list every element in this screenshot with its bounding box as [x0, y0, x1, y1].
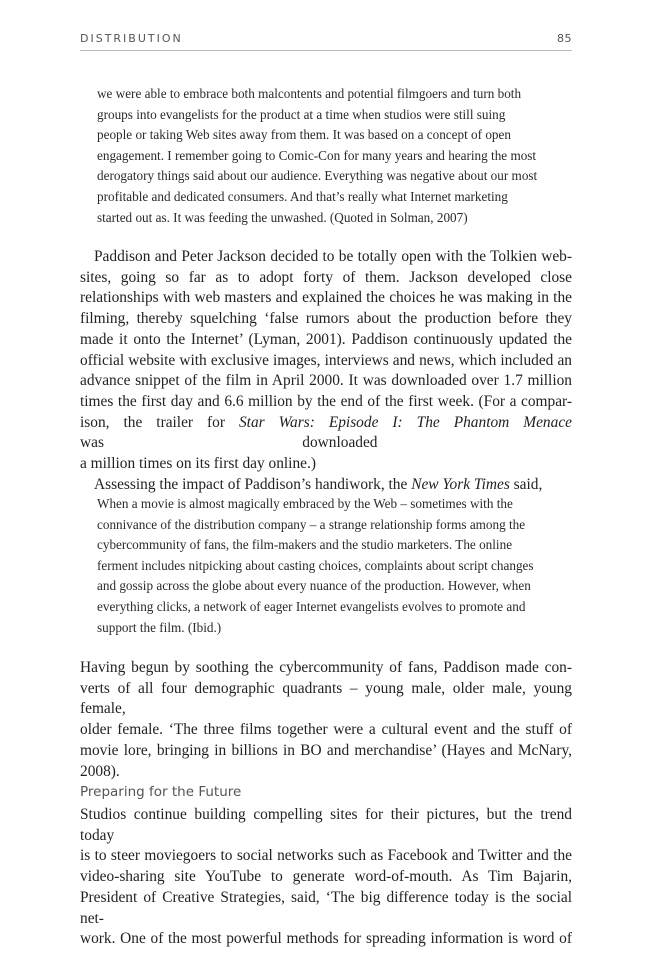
paragraph-line: times the first day and 6.6 million by the end of the first week. (For a compar- — [80, 392, 572, 410]
quote-line: we were able to embrace both malcontents and potential filmgoers and turn both — [97, 86, 522, 101]
quote-line: ferment includes nitpicking about casting choices, complaints about script changes — [97, 557, 534, 573]
paragraph-social-networks — [80, 805, 572, 950]
paragraph-line: sites, going so far as to adopt forty of them. Jackson developed close — [80, 268, 572, 286]
paragraph-text: was downloaded — [80, 434, 378, 452]
paragraph-line: Paddison and Peter Jackson decided to be totally open with the Tolkien web- — [94, 248, 572, 265]
section-heading: Preparing for the Future — [80, 784, 242, 800]
block-quote-nyt — [97, 494, 557, 638]
quote-line: people or taking Web sites away from them. It was based on a concept of open — [97, 127, 511, 143]
film-title-italic: Star Wars: Episode I: The Phantom Menace — [238, 413, 572, 431]
paragraph-line: verts of all four demographic quadrants – young male, older male, young female, — [80, 679, 572, 718]
quote-line: profitable and dedicated consumers. And that’s really what Internet marketing — [97, 188, 508, 204]
paragraph-line: Studios continue building compelling sites for their pictures, but the trend today — [80, 806, 572, 844]
paragraph-line — [80, 475, 572, 496]
paragraph-text: Assessing the impact of Paddison’s handiwork, the — [94, 475, 412, 493]
quote-line: cybercommunity of fans, the film-makers and the studio marketers. The online — [97, 537, 513, 553]
quote-line: support the film. (Ibid.) — [97, 619, 222, 635]
paragraph-line: 2008). — [80, 762, 120, 780]
paragraph-tolkien-websites — [80, 247, 572, 495]
paragraph-text: ison, the trailer for — [80, 413, 239, 431]
quote-line: engagement. I remember going to Comic-Con for many years and hearing the most — [97, 147, 537, 163]
running-header — [80, 30, 572, 51]
quote-line: connivance of the distribution company – a strange relationship forms among the — [97, 516, 526, 532]
paragraph-line: President of Creative Strategies, said, ‘The big difference today is the social net- — [80, 888, 572, 927]
quote-line: and gossip across the globe about every nuance of the production. However, when — [97, 578, 531, 594]
paragraph-line: made it onto the Internet’ (Lyman, 2001). Paddison continuously updated the — [80, 330, 572, 348]
paragraph-text: said, — [509, 475, 543, 493]
paragraph-line: is to steer moviegoers to social networks such as Facebook and Twitter and the — [80, 847, 572, 865]
paragraph-line: video-sharing site YouTube to generate word-of-mouth. As Tim Bajarin, — [80, 868, 572, 886]
paragraph-line: advance snippet of the film in April 2000. It was downloaded over 1.7 million — [80, 372, 572, 390]
block-quote-solman — [97, 84, 557, 228]
paragraph-line: Having begun by soothing the cybercommunity of fans, Paddison made con- — [80, 659, 572, 676]
paragraph-demographic-quadrants — [80, 658, 572, 782]
paragraph-line — [80, 413, 572, 454]
paragraph-line: official website with exclusive images, interviews and news, which included an — [80, 351, 572, 369]
paragraph-line: work. One of the most powerful methods for spreading information is word of — [80, 930, 572, 948]
quote-line: derogatory things said about our audience. Everything was negative about our most — [97, 168, 538, 184]
quote-line: groups into evangelists for the product at a time when studios were still suing — [97, 106, 506, 122]
running-head-title: DISTRIBUTION — [80, 32, 183, 45]
newspaper-title-italic: New York Times — [411, 475, 510, 493]
quote-line: started out as. It was feeding the unwashed. (Quoted in Solman, 2007) — [97, 209, 468, 225]
page-number: 85 — [557, 32, 572, 45]
quote-line: everything clicks, a network of eager Internet evangelists evolves to promote and — [97, 598, 526, 614]
paragraph-line: relationships with web masters and explained the choices he was making in the — [80, 289, 572, 307]
paragraph-line: older female. ‘The three films together were a cultural event and the stuff of — [80, 721, 572, 739]
paragraph-line: movie lore, bringing in billions in BO and merchandise’ (Hayes and McNary, — [80, 741, 572, 759]
quote-line: When a movie is almost magically embraced by the Web – sometimes with the — [97, 496, 513, 511]
paragraph-line: a million times on its first day online.) — [80, 455, 316, 473]
paragraph-line: filming, thereby squelching ‘false rumors about the production before they — [80, 310, 572, 328]
